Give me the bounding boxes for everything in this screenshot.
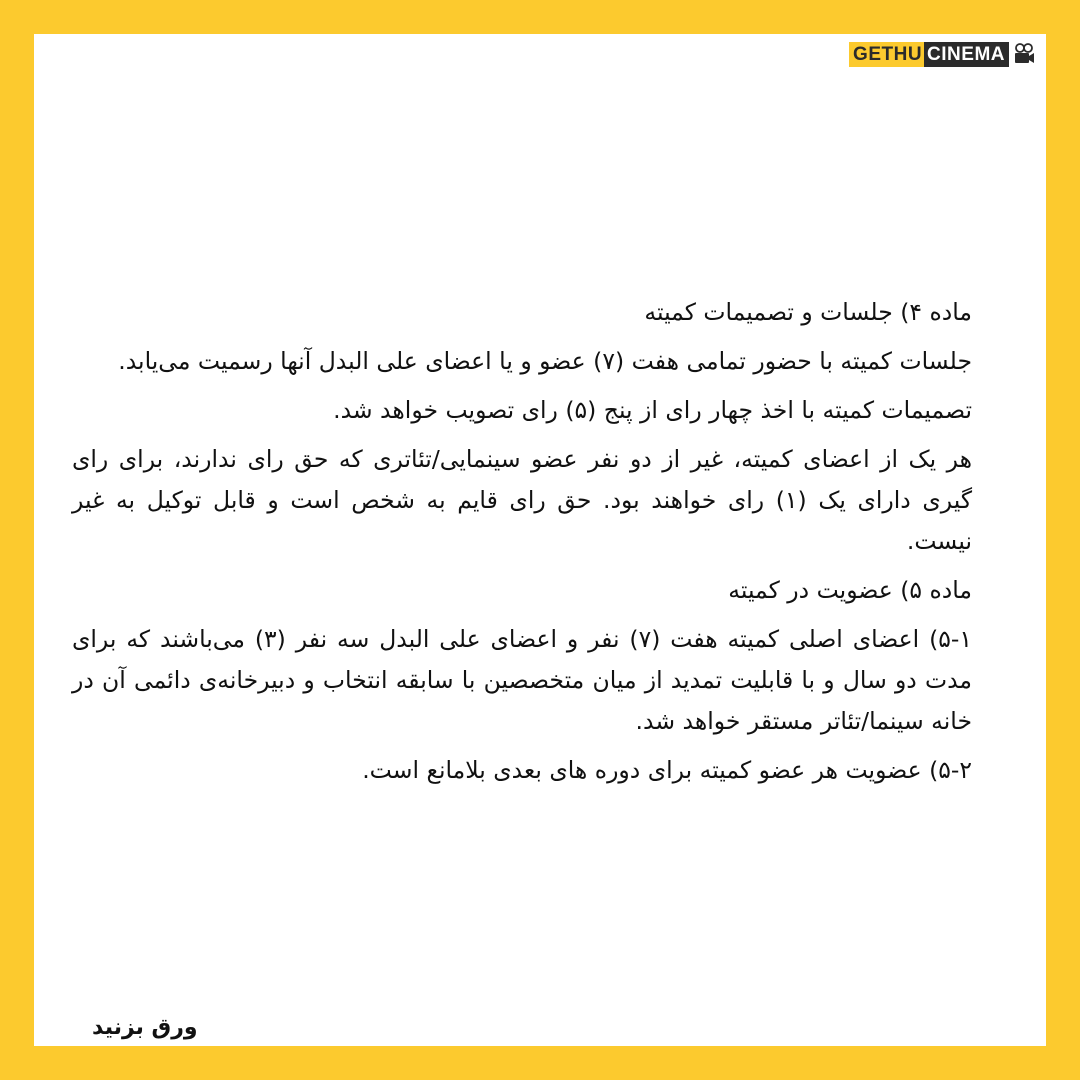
article-4-paragraph-3: هر یک از اعضای کمیته، غیر از دو نفر عضو سینمایی/تئاتری که حق رای ندارند، برای رای گیری دارای یک (۱) رای خواهند بود. حق رای قایم به شخص است و قابل توکیل به غیر نیست. [72,445,973,555]
article-4-title: ماده ۴) جلسات و تصمیمات کمیته [644,298,972,326]
document-card [34,34,1046,1046]
swipe-prompt: ورق بزنید [92,1015,198,1040]
article-4-paragraph-2: تصمیمات کمیته با اخذ چهار رای از پنج (۵) رای تصویب خواهد شد. [333,396,972,424]
article-5-paragraph-2: ۵-۲) عضویت هر عضو کمیته برای دوره های بعدی بلامانع است. [362,756,972,784]
article-4-paragraph-1: جلسات کمیته با حضور تمامی هفت (۷) عضو و یا اعضای علی البدل آنها رسمیت می‌یابد. [118,347,972,375]
article-5-paragraph-1: ۵-۱) اعضای اصلی کمیته هفت (۷) نفر و اعضای علی البدل سه نفر (۳) می‌باشند که برای مدت دو سال و با قابلیت تمدید از میان متخصصین با سابقه انتخاب و دبیرخانه‌ی دائمی آن در خانه سینما/تئاتر مستقر خواهد شد. [72,625,972,735]
logo-text-part2: CINEMA [924,42,1009,67]
article-5-title: ماده ۵) عضویت در کمیته [728,576,972,604]
brand-logo [849,40,1036,68]
logo-text-part1: GETHU [849,42,924,67]
document-body [72,292,972,799]
film-camera-icon [1012,42,1036,66]
